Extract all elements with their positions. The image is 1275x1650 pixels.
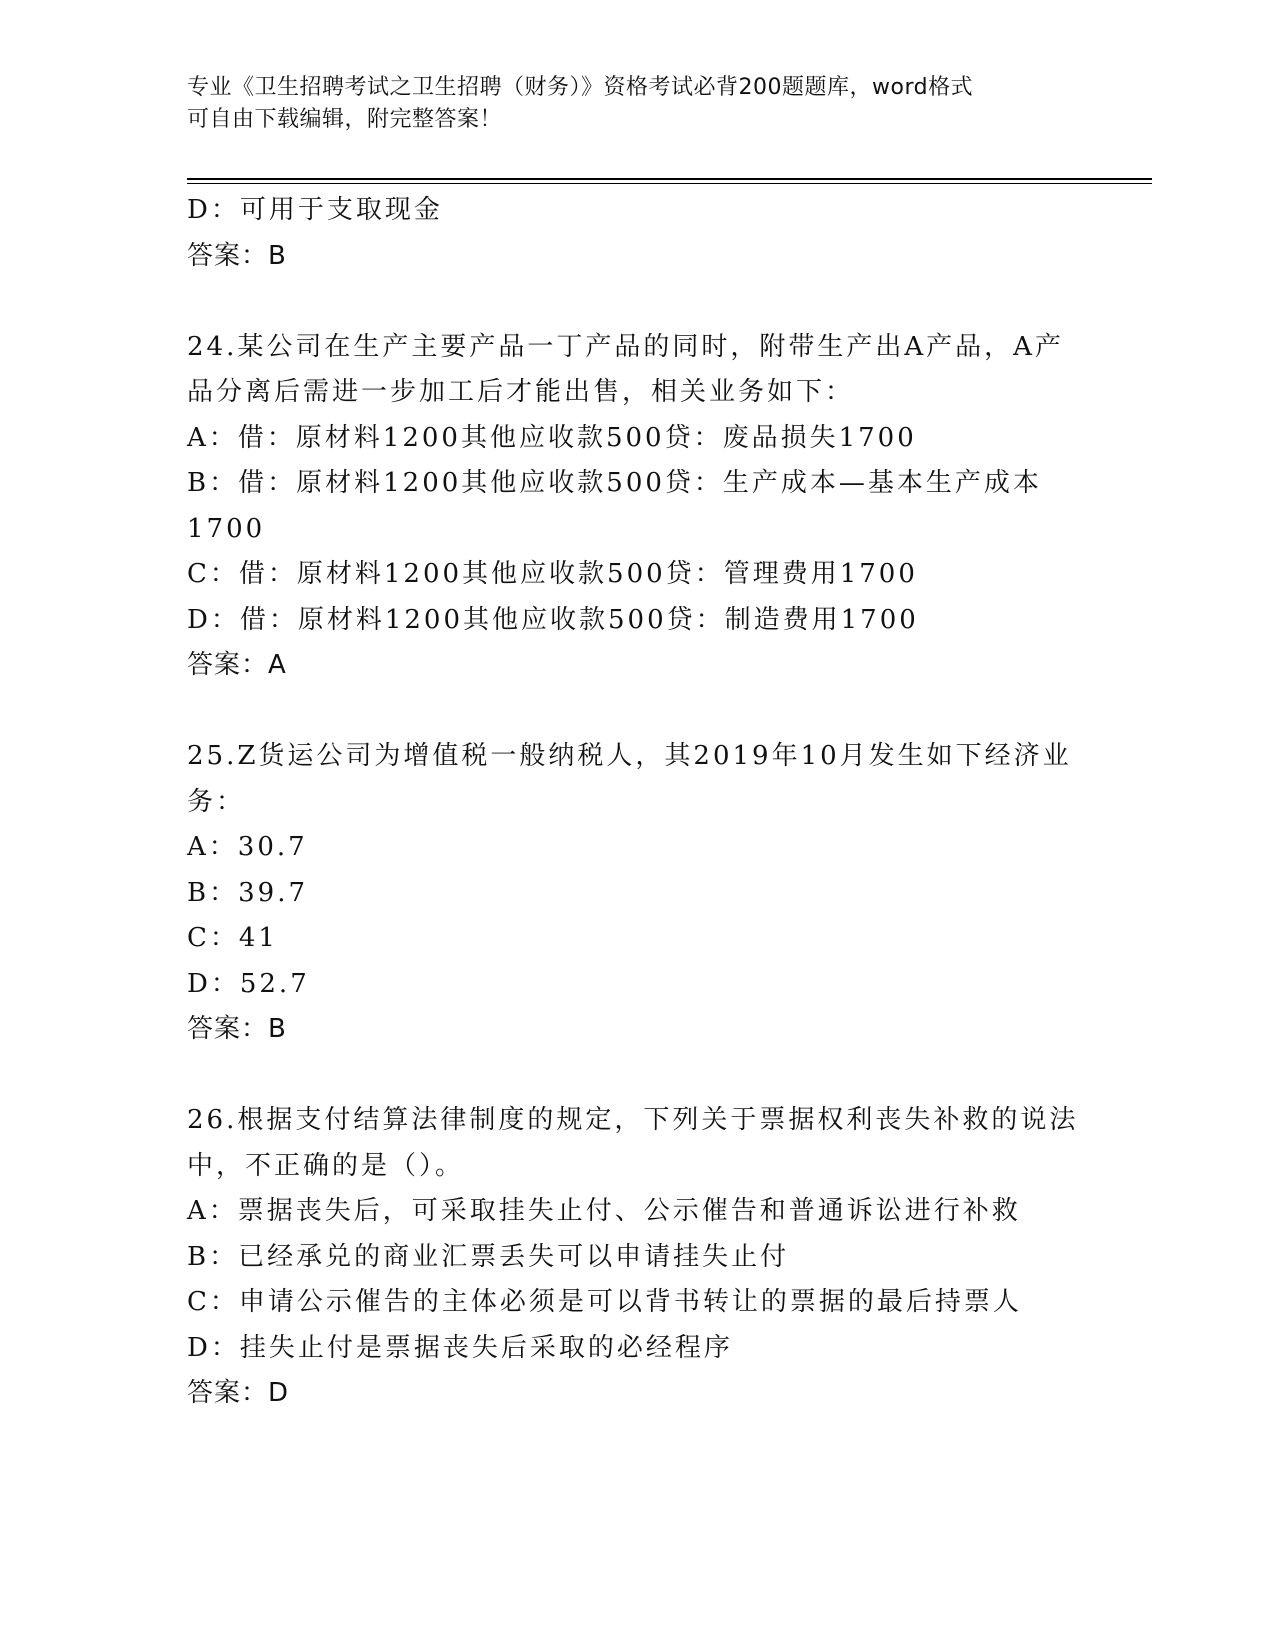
q25-option-b: B：39.7 (187, 877, 308, 908)
q25-option-d: D：52.7 (187, 968, 310, 999)
q24-option-b: B：借：原材料1200其他应收款500贷：生产成本—基本生产成本1700 (187, 468, 1042, 544)
q26-option-b: B：已经承兑的商业汇票丢失可以申请挂失止付 (187, 1241, 790, 1272)
spacer (187, 1053, 1092, 1099)
q24-stem: 24.某公司在生产主要产品一丁产品的同时，附带生产出A产品，A产品分离后需进一步加工后才能出售，相关业务如下： (187, 331, 1064, 407)
q26-option-a: A：票据丧失后，可采取挂失止付、公示催告和普通诉讼进行补救 (187, 1196, 1021, 1226)
header-divider-thick (187, 178, 1152, 180)
question-25 (187, 734, 1092, 1053)
question-26 (187, 1098, 1092, 1417)
question-24 (187, 325, 1092, 689)
q24-option-d: D：借：原材料1200其他应收款500贷：制造费用1700 (187, 604, 919, 635)
question-23 (187, 188, 1092, 279)
q23-answer: 答案：B (187, 240, 287, 271)
q26-answer: 答案：D (187, 1378, 290, 1408)
q25-option-c: C：41 (187, 923, 278, 953)
header-divider-thin (187, 183, 1152, 184)
spacer (187, 689, 1092, 735)
q24-option-a: A：借：原材料1200其他应收款500贷：废品损失1700 (187, 422, 917, 453)
q25-stem: 25.Z货运公司为增值税一般纳税人，其2019年10月发生如下经济业务： (187, 741, 1072, 817)
q26-stem: 26.根据支付结算法律制度的规定，下列关于票据权利丧失补救的说法中，不正确的是（）。 (187, 1105, 1079, 1181)
q26-option-c: C：申请公示催告的主体必须是可以背书转让的票据的最后持票人 (187, 1287, 1022, 1317)
q25-answer: 答案：B (187, 1014, 287, 1044)
q24-option-c: C：借：原材料1200其他应收款500贷：管理费用1700 (187, 559, 918, 589)
q23-option-d: D：可用于支取现金 (187, 195, 443, 225)
q24-answer: 答案：A (187, 650, 287, 680)
page-header: 专业《卫生招聘考试之卫生招聘（财务）》资格考试必背200题题库，word格式 可自由下载编辑，附完整答案！ (187, 75, 974, 132)
spacer (187, 279, 1092, 325)
q25-option-a: A：30.7 (187, 832, 308, 862)
question-content (187, 188, 1092, 1417)
q26-option-d: D：挂失止付是票据丧失后采取的必经程序 (187, 1332, 733, 1363)
